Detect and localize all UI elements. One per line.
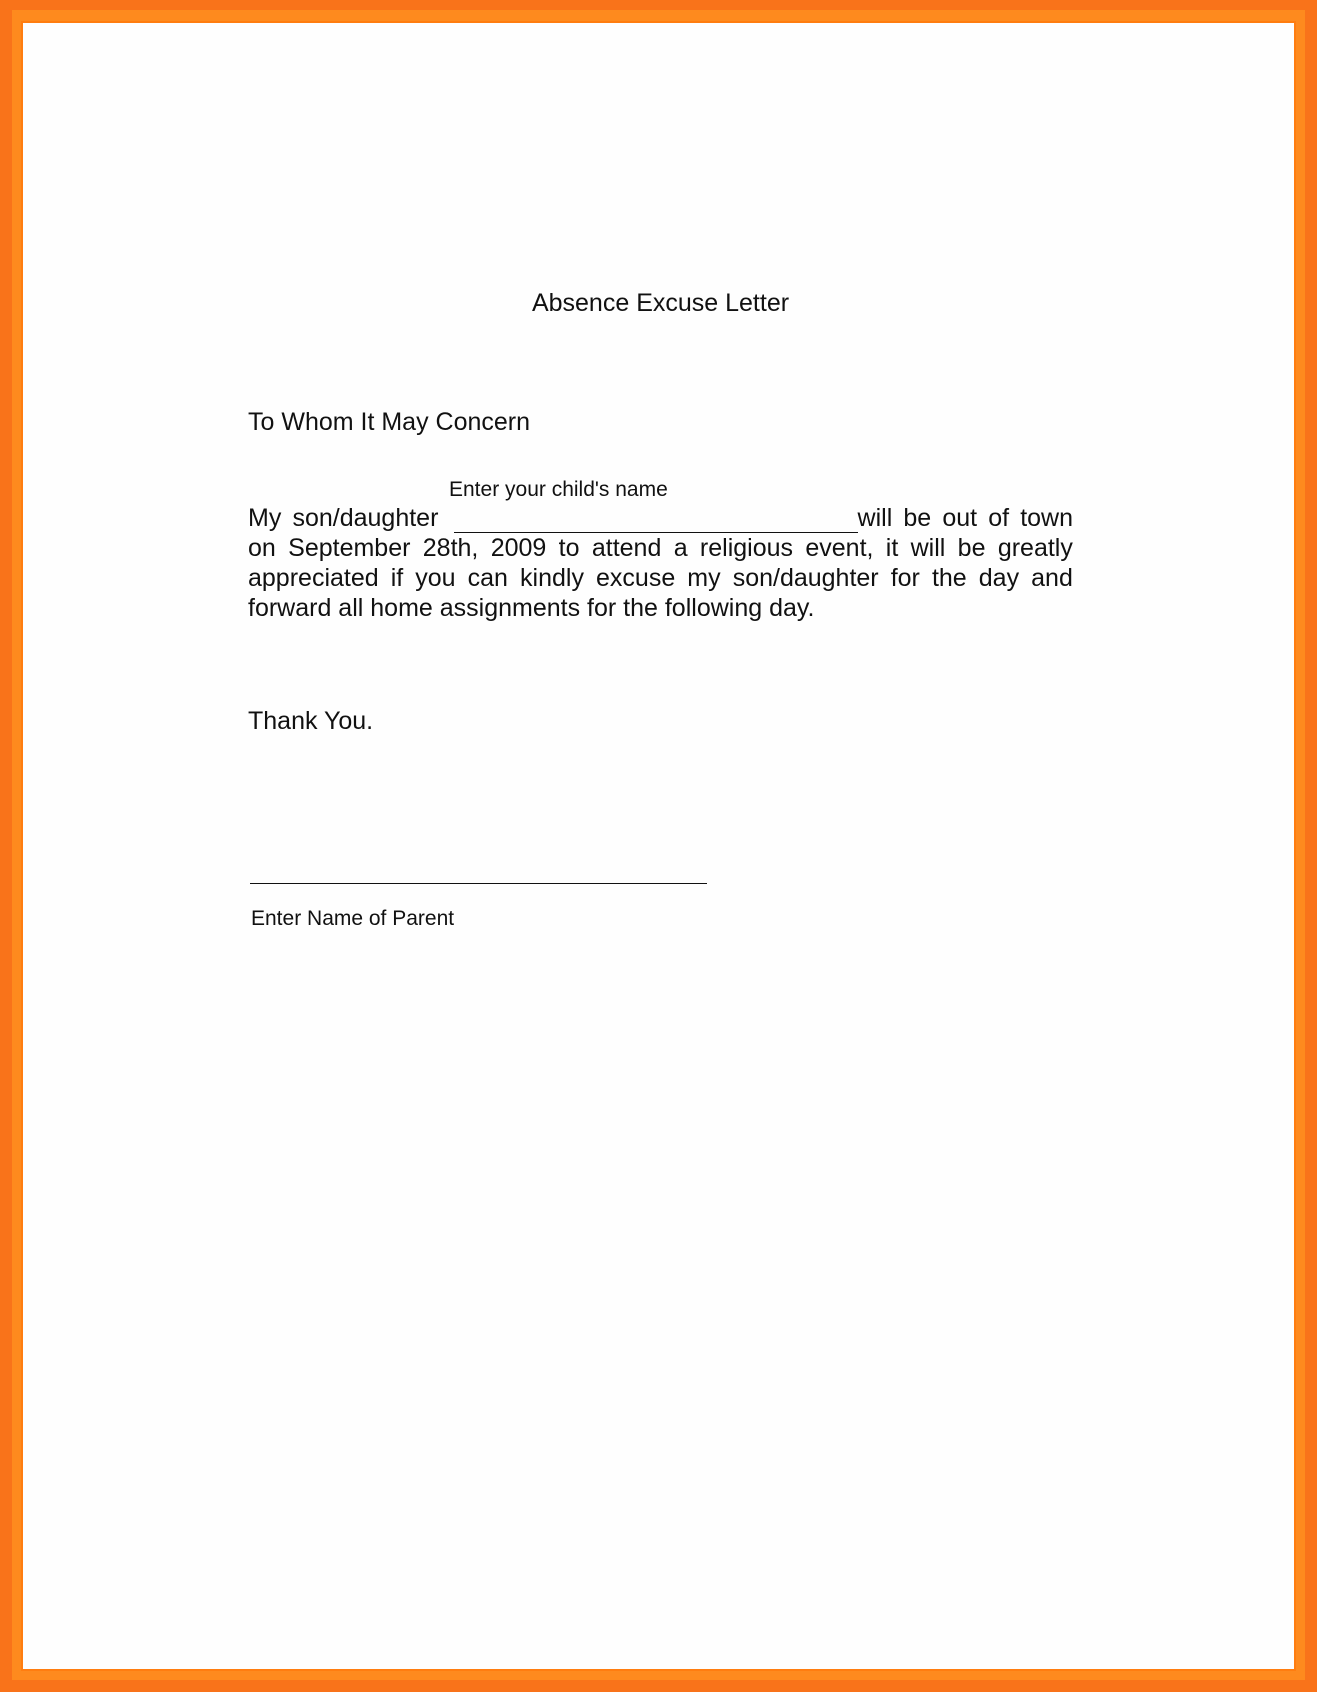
body-word: a	[673, 534, 688, 562]
body-word: will	[910, 534, 946, 562]
body-word: son/daughter	[292, 504, 439, 532]
body-word: September	[288, 534, 411, 562]
letter-body	[248, 503, 1073, 623]
parent-name-field[interactable]: Enter Name of Parent	[251, 907, 455, 930]
body-word: 2009	[490, 534, 547, 562]
body-word: out	[942, 504, 978, 532]
child-name-field[interactable]: Enter your child's name	[449, 478, 668, 501]
body-word: son/daughter	[732, 564, 879, 592]
body-word: kindly	[520, 564, 584, 592]
body-word: will	[857, 504, 893, 532]
body-word: attend	[591, 534, 662, 562]
letter-page	[21, 21, 1296, 1671]
body-word: if	[390, 564, 404, 592]
body-line-4: forward all home assignments for the following day.	[248, 594, 815, 622]
body-word: be	[903, 504, 932, 532]
body-word: you	[415, 564, 456, 592]
body-word: the	[931, 564, 967, 592]
child-name-underline	[454, 510, 858, 533]
body-word: religious	[699, 534, 794, 562]
body-word: excuse	[596, 564, 676, 592]
signature-line[interactable]	[250, 883, 707, 884]
body-word: greatly	[997, 534, 1073, 562]
body-line-3	[248, 563, 1073, 593]
body-word: be	[957, 534, 986, 562]
body-word: and	[1031, 564, 1073, 592]
page-title: Absence Excuse Letter	[531, 289, 790, 317]
child-name-blank[interactable]	[450, 503, 893, 533]
body-word: event,	[805, 534, 874, 562]
body-word: for	[890, 564, 920, 592]
body-word: to	[558, 534, 580, 562]
body-word: appreciated	[248, 564, 379, 592]
closing: Thank You.	[248, 707, 374, 735]
body-word: can	[467, 564, 508, 592]
body-word: 28th,	[422, 534, 479, 562]
body-line-1	[248, 503, 1073, 533]
body-word: My	[248, 504, 282, 532]
salutation: To Whom It May Concern	[248, 408, 531, 436]
body-word: my	[687, 564, 721, 592]
body-word: of	[988, 504, 1010, 532]
body-word: on	[248, 534, 276, 562]
body-line-2	[248, 533, 1073, 563]
body-word: day	[978, 564, 1020, 592]
body-word: it	[885, 534, 899, 562]
body-word: town	[1020, 504, 1073, 532]
